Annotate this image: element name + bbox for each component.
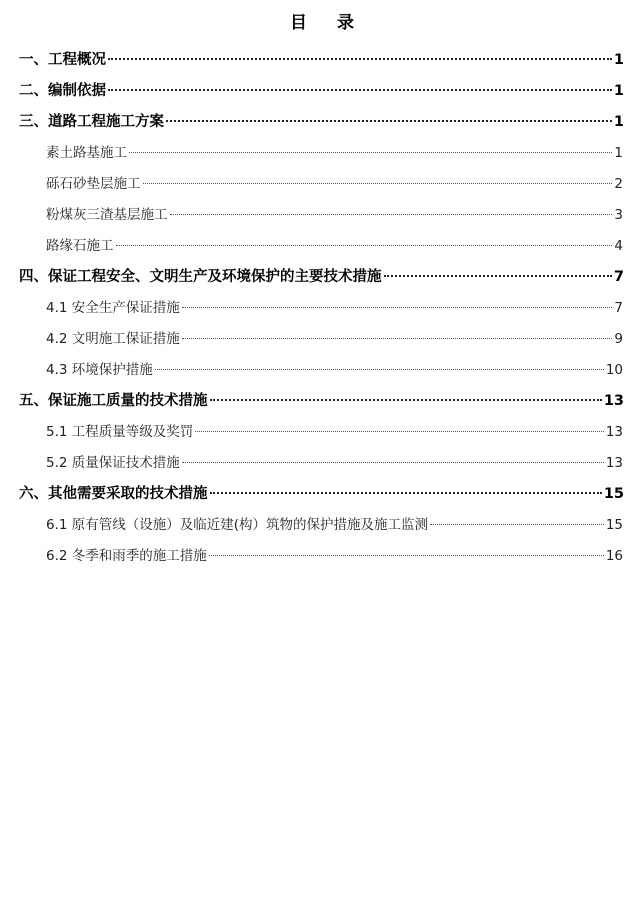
- toc-entry-label: 砾石砂垫层施工: [46, 176, 141, 192]
- toc-entry-page-number: 10: [605, 362, 623, 378]
- toc-dot-leader: [210, 399, 602, 401]
- toc-entry-subsection[interactable]: [0, 417, 644, 448]
- toc-entry-label: 5.2 质量保证技术措施: [46, 455, 180, 471]
- toc-entry-section[interactable]: [0, 386, 644, 417]
- toc-dot-leader: [182, 462, 604, 463]
- toc-entry-label: 4.3 环境保护措施: [46, 362, 153, 378]
- toc-dot-leader: [182, 307, 613, 308]
- toc-entry-label: 一、工程概况: [19, 52, 106, 68]
- toc-entry-page-number: 9: [614, 331, 623, 347]
- toc-entry-section[interactable]: [0, 107, 644, 138]
- toc-entry-subsection[interactable]: [0, 324, 644, 355]
- toc-entry-subsection[interactable]: [0, 510, 644, 541]
- toc-entry-section[interactable]: [0, 479, 644, 510]
- page-title: 目 录: [290, 13, 366, 33]
- toc-entry-page-number: 1: [613, 52, 624, 68]
- toc-entry-page-number: 2: [614, 176, 623, 192]
- toc-entry-label: 6.2 冬季和雨季的施工措施: [46, 548, 207, 564]
- toc-entry-label: 二、编制依据: [19, 83, 106, 99]
- toc-entry-subsection[interactable]: [0, 200, 644, 231]
- toc-entry-label: 素土路基施工: [46, 145, 127, 161]
- toc-entry-page-number: 13: [605, 455, 623, 471]
- toc-dot-leader: [209, 555, 604, 556]
- toc-entry-label: 5.1 工程质量等级及奖罚: [46, 424, 194, 440]
- toc-entry-section[interactable]: [0, 45, 644, 76]
- toc-entry-label: 4.2 文明施工保证措施: [46, 331, 180, 347]
- toc-entry-label: 路缘石施工: [46, 238, 114, 254]
- toc-entry-page-number: 4: [614, 238, 623, 254]
- toc-entry-subsection[interactable]: [0, 541, 644, 572]
- toc-dot-leader: [195, 431, 604, 432]
- toc-dot-leader: [170, 214, 613, 215]
- toc-entry-page-number: 7: [614, 300, 623, 316]
- toc-dot-leader: [155, 369, 604, 370]
- toc-entry-subsection[interactable]: [0, 169, 644, 200]
- toc-entry-page-number: 1: [614, 145, 623, 161]
- toc-dot-leader: [430, 524, 604, 525]
- toc-entry-subsection[interactable]: [0, 138, 644, 169]
- toc-entry-label: 粉煤灰三渣基层施工: [46, 207, 168, 223]
- toc-entry-label: 6.1 原有管线（设施）及临近建(构）筑物的保护措施及施工监测: [46, 517, 429, 533]
- toc-entry-label: 五、保证施工质量的技术措施: [19, 393, 208, 409]
- toc-entry-label: 四、保证工程安全、文明生产及环境保护的主要技术措施: [19, 269, 382, 285]
- toc-entry-page-number: 13: [605, 424, 623, 440]
- toc-entry-page-number: 7: [613, 269, 624, 285]
- toc-entry-subsection[interactable]: [0, 293, 644, 324]
- toc-entry-page-number: 1: [613, 114, 624, 130]
- toc-entry-page-number: 15: [603, 486, 624, 502]
- toc-entry-page-number: 16: [605, 548, 623, 564]
- toc-dot-leader: [108, 58, 612, 60]
- toc-entry-section[interactable]: [0, 262, 644, 293]
- toc-dot-leader: [166, 120, 612, 122]
- toc-dot-leader: [143, 183, 613, 184]
- toc-entry-page-number: 13: [603, 393, 624, 409]
- toc-dot-leader: [116, 245, 613, 246]
- toc-entry-page-number: 1: [613, 83, 624, 99]
- toc-dot-leader: [210, 492, 602, 494]
- toc-dot-leader: [384, 275, 612, 277]
- table-of-contents: [0, 45, 644, 572]
- toc-entry-page-number: 3: [614, 207, 623, 223]
- toc-dot-leader: [108, 89, 612, 91]
- toc-dot-leader: [129, 152, 612, 153]
- toc-entry-label: 三、道路工程施工方案: [19, 114, 164, 130]
- toc-dot-leader: [182, 338, 613, 339]
- toc-entry-subsection[interactable]: [0, 231, 644, 262]
- toc-entry-label: 4.1 安全生产保证措施: [46, 300, 180, 316]
- toc-entry-subsection[interactable]: [0, 448, 644, 479]
- toc-entry-label: 六、其他需要采取的技术措施: [19, 486, 208, 502]
- toc-entry-subsection[interactable]: [0, 355, 644, 386]
- toc-entry-page-number: 15: [605, 517, 623, 533]
- toc-entry-section[interactable]: [0, 76, 644, 107]
